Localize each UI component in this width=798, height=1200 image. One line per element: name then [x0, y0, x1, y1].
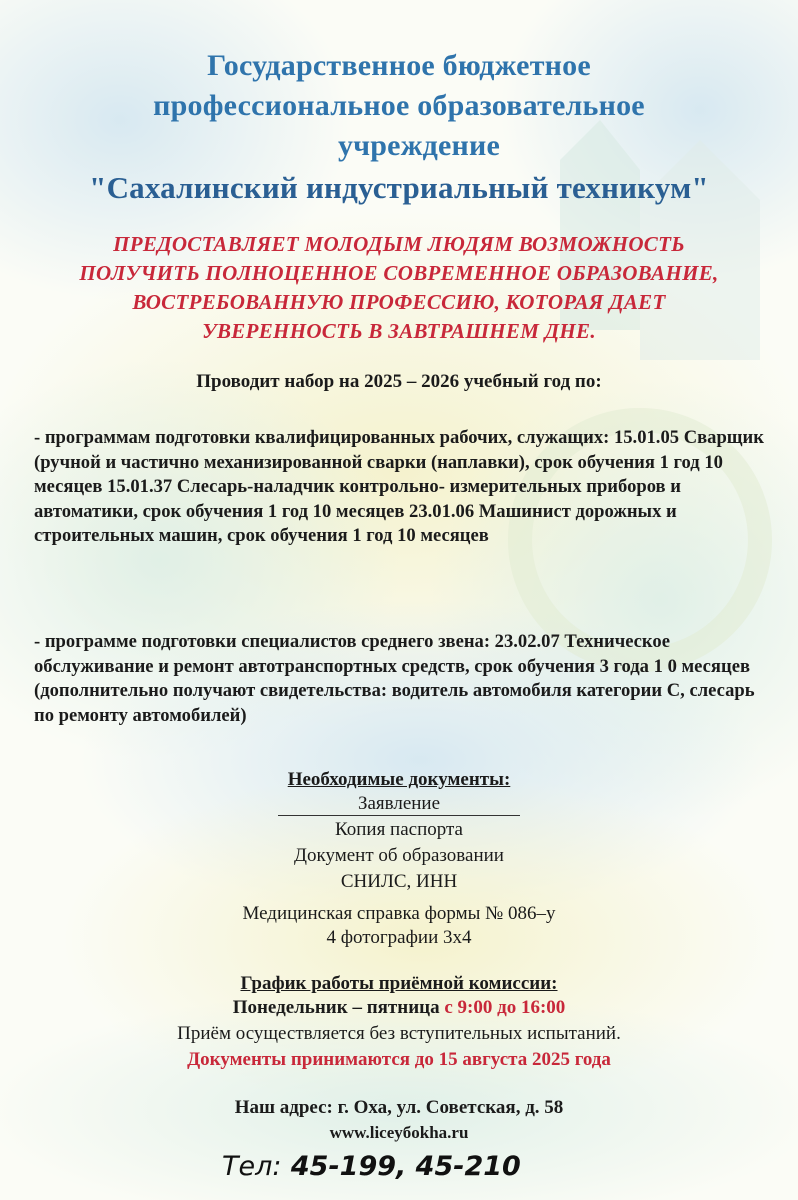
institution-name: "Сахалинский индустриальный техникум"	[89, 170, 709, 205]
document-application: Заявление	[278, 793, 520, 816]
schedule-days: Понедельник – пятница	[232, 997, 440, 1018]
phone-numbers[interactable]: 45-199, 45-210	[290, 1151, 521, 1182]
schedule-note: Приём осуществляется без вступительных испытаний.	[177, 1023, 621, 1044]
slogan-line-4: УВЕРЕННОСТЬ В ЗАВТРАШНЕМ ДНЕ.	[202, 319, 596, 343]
document-medical: Медицинская справка формы № 086–у	[242, 903, 556, 924]
workers-program-text: - программам подготовки квалифицированных рабочих, служащих: 15.01.05 Сварщик (ручной и частично механизированной сварки (наплавки), срок обучения 1 год 10 месяцев 15.01.37 Слесарь-наладчик контрольно- измерительных приборов и автоматики, срок обучения 1 год 10 месяцев 23.01.06 Машинист дорожных и строительных машин, срок обучения 1 год 10 месяцев	[34, 427, 764, 547]
schedule-title: График работы приёмной комиссии:	[240, 973, 558, 994]
document-photos: 4 фотографии 3х4	[326, 927, 472, 948]
institution-title-line-2: профессиональное образовательное	[153, 89, 645, 122]
document-education: Документ об образовании	[294, 845, 504, 866]
documents-title: Необходимые документы:	[287, 769, 511, 790]
specialists-program-text: - программе подготовки специалистов среднего звена: 23.02.07 Техническое обслуживание и ремонт автотранспортных средств, срок обучения 3 года 1 0 месяцев (дополнительно получают свидетельства: водитель автомобиля категории С, слесарь по ремонту автомобилей)	[34, 631, 755, 726]
schedule-time: с 9:00 до 16:00	[444, 997, 566, 1018]
website-link[interactable]: www.liceyбokha.ru	[329, 1123, 469, 1142]
enrollment-lead: Проводит набор на 2025 – 2026 учебный год по:	[196, 371, 602, 392]
document-passport: Копия паспорта	[335, 819, 463, 840]
phone-label: Тел:	[222, 1151, 282, 1182]
phone-line	[222, 1150, 782, 1184]
address: Наш адрес: г. Оха, ул. Советская, д. 58	[234, 1097, 564, 1118]
documents-deadline: Документы принимаются до 15 августа 2025 года	[187, 1049, 611, 1070]
document-snils-inn: СНИЛС, ИНН	[340, 871, 458, 892]
slogan-line-2: ПОЛУЧИТЬ ПОЛНОЦЕННОЕ СОВРЕМЕННОЕ ОБРАЗОВАНИЕ,	[79, 261, 719, 285]
schedule-hours	[0, 996, 798, 1020]
slogan-line-3: ВОСТРЕБОВАННУЮ ПРОФЕССИЮ, КОТОРАЯ ДАЕТ	[132, 290, 666, 314]
institution-title-line-3: учреждение	[337, 129, 501, 162]
slogan-line-1: ПРЕДОСТАВЛЯЕТ МОЛОДЫМ ЛЮДЯМ ВОЗМОЖНОСТЬ	[113, 232, 685, 256]
institution-title-line-1: Государственное бюджетное	[207, 49, 591, 82]
document-item	[0, 792, 798, 816]
